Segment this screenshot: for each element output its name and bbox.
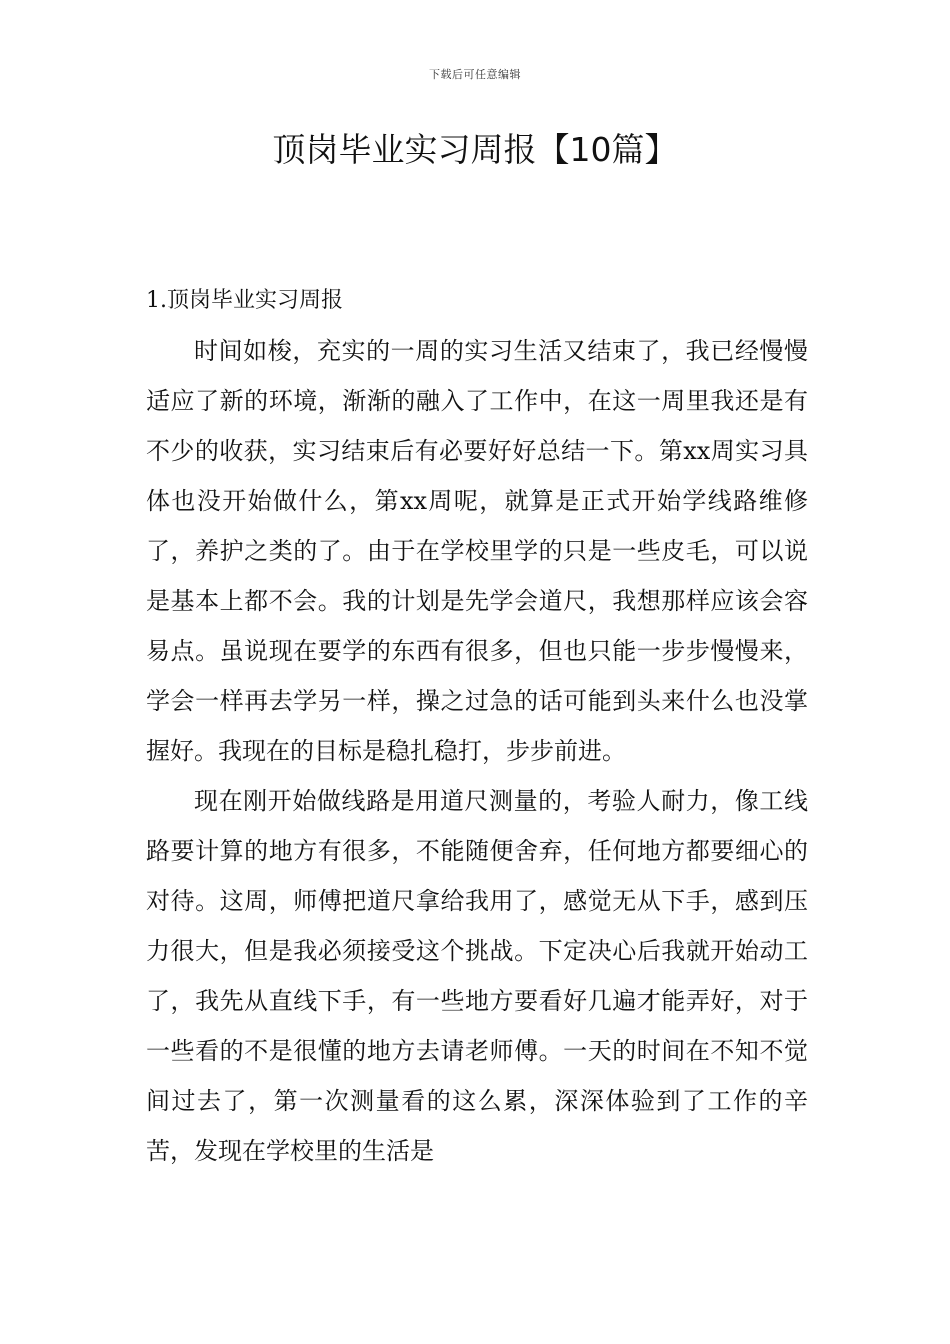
paragraph-2: 现在刚开始做线路是用道尺测量的，考验人耐力，像工线路要计算的地方有很多，不能随便舍弃，任何地方都要细心的对待。这周，师傅把道尺拿给我用了，感觉无从下手，感到压力很大，但是我必须接受这个挑战。下定决心后我就开始动工了，我先从直线下手，有一些地方要看好几遍才能弄好，对于一些看的不是很懂的地方去请老师傅。一天的时间在不知不觉间过去了，第一次测量看的这么累，深深体验到了工作的辛苦，发现在学校里的生活是 [146, 787, 808, 1165]
document-body [146, 276, 808, 1176]
document-title: 顶岗毕业实习周报【10篇】 [272, 130, 678, 169]
header-note: 下载后可任意编辑 [429, 68, 521, 81]
section-heading: 1.顶岗毕业实习周报 [146, 288, 343, 313]
paragraph-1: 时间如梭，充实的一周的实习生活又结束了，我已经慢慢适应了新的环境，渐渐的融入了工作中，在这一周里我还是有不少的收获，实习结束后有必要好好总结一下。第xx周实习具体也没开始做什么，第xx周呢，就算是正式开始学线路维修了，养护之类的了。由于在学校里学的只是一些皮毛，可以说是基本上都不会。我的计划是先学会道尺，我想那样应该会容易点。虽说现在要学的东西有很多，但也只能一步步慢慢来，学会一样再去学另一样，操之过急的话可能到头来什么也没掌握好。我现在的目标是稳扎稳打，步步前进。 [146, 337, 808, 765]
